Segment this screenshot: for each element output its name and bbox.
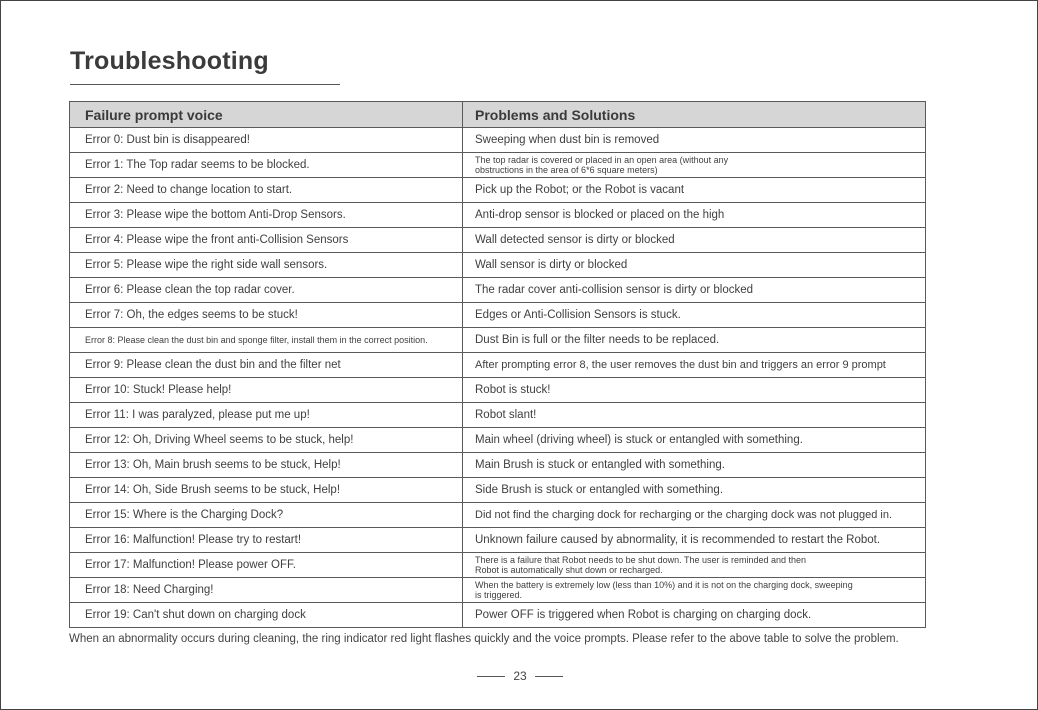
- voice-cell: Error 16: Malfunction! Please try to restart!: [70, 528, 463, 553]
- solution-cell: Unknown failure caused by abnormality, it is recommended to restart the Robot.: [463, 528, 926, 553]
- solution-cell: Dust Bin is full or the filter needs to be replaced.: [463, 328, 926, 353]
- solution-cell: Main wheel (driving wheel) is stuck or entangled with something.: [463, 428, 926, 453]
- voice-cell: Error 17: Malfunction! Please power OFF.: [70, 553, 463, 578]
- table-row: [70, 478, 926, 503]
- page-title: Troubleshooting: [70, 47, 269, 75]
- header-problems-and-solutions: Problems and Solutions: [463, 102, 926, 128]
- solution-cell: Wall sensor is dirty or blocked: [463, 253, 926, 278]
- solution-cell: The radar cover anti-collision sensor is dirty or blocked: [463, 278, 926, 303]
- solution-cell: Edges or Anti-Collision Sensors is stuck.: [463, 303, 926, 328]
- table-row: [70, 503, 926, 528]
- solution-cell: The top radar is covered or placed in an open area (without any obstructions in the area of 6*6 square meters): [463, 153, 926, 178]
- voice-cell: Error 4: Please wipe the front anti-Collision Sensors: [70, 228, 463, 253]
- page-number: 23: [513, 669, 527, 683]
- voice-cell: Error 9: Please clean the dust bin and the filter net: [70, 353, 463, 378]
- table-row: [70, 203, 926, 228]
- table-row: [70, 603, 926, 628]
- voice-cell: Error 18: Need Charging!: [70, 578, 463, 603]
- table-row: [70, 303, 926, 328]
- voice-cell: Error 7: Oh, the edges seems to be stuck!: [70, 303, 463, 328]
- table-row: [70, 378, 926, 403]
- solution-cell: Wall detected sensor is dirty or blocked: [463, 228, 926, 253]
- solution-cell: When the battery is extremely low (less than 10%) and it is not on the charging dock, sweeping is triggered.: [463, 578, 926, 603]
- table-row: [70, 453, 926, 478]
- table-row: [70, 403, 926, 428]
- voice-cell: Error 15: Where is the Charging Dock?: [70, 503, 463, 528]
- table-row: [70, 428, 926, 453]
- table-row: [70, 328, 926, 353]
- table-header-row: [70, 102, 926, 128]
- solution-cell: Anti-drop sensor is blocked or placed on the high: [463, 203, 926, 228]
- table-row: [70, 553, 926, 578]
- voice-cell: Error 14: Oh, Side Brush seems to be stuck, Help!: [70, 478, 463, 503]
- voice-cell: Error 11: I was paralyzed, please put me up!: [70, 403, 463, 428]
- voice-cell: Error 1: The Top radar seems to be blocked.: [70, 153, 463, 178]
- solution-cell: After prompting error 8, the user removes the dust bin and triggers an error 9 prompt: [463, 353, 926, 378]
- title-underline: [70, 84, 340, 85]
- solution-cell: Did not find the charging dock for recharging or the charging dock was not plugged in.: [463, 503, 926, 528]
- voice-cell: Error 19: Can't shut down on charging dock: [70, 603, 463, 628]
- voice-cell: Error 6: Please clean the top radar cover.: [70, 278, 463, 303]
- voice-cell: Error 0: Dust bin is disappeared!: [70, 128, 463, 153]
- voice-cell: Error 8: Please clean the dust bin and sponge filter, install them in the correct position.: [70, 328, 463, 353]
- solution-cell: Power OFF is triggered when Robot is charging on charging dock.: [463, 603, 926, 628]
- table-row: [70, 228, 926, 253]
- solution-cell: Sweeping when dust bin is removed: [463, 128, 926, 153]
- voice-cell: Error 5: Please wipe the right side wall sensors.: [70, 253, 463, 278]
- table-row: [70, 253, 926, 278]
- page-number-rule-right: [535, 676, 563, 677]
- table-row: [70, 578, 926, 603]
- solution-cell: Side Brush is stuck or entangled with something.: [463, 478, 926, 503]
- table-row: [70, 353, 926, 378]
- solution-cell: Robot slant!: [463, 403, 926, 428]
- table-row: [70, 153, 926, 178]
- table-row: [70, 278, 926, 303]
- voice-cell: Error 12: Oh, Driving Wheel seems to be stuck, help!: [70, 428, 463, 453]
- footnote: When an abnormality occurs during cleaning, the ring indicator red light flashes quickly and the voice prompts. Please refer to the above table to solve the problem.: [69, 633, 899, 645]
- solution-cell: Pick up the Robot; or the Robot is vacant: [463, 178, 926, 203]
- table-row: [70, 178, 926, 203]
- voice-cell: Error 10: Stuck! Please help!: [70, 378, 463, 403]
- header-failure-prompt-voice: Failure prompt voice: [70, 102, 463, 128]
- solution-cell: Robot is stuck!: [463, 378, 926, 403]
- troubleshooting-table: [69, 101, 926, 628]
- table-row: [70, 528, 926, 553]
- voice-cell: Error 13: Oh, Main brush seems to be stuck, Help!: [70, 453, 463, 478]
- voice-cell: Error 3: Please wipe the bottom Anti-Drop Sensors.: [70, 203, 463, 228]
- solution-cell: Main Brush is stuck or entangled with something.: [463, 453, 926, 478]
- voice-cell: Error 2: Need to change location to start.: [70, 178, 463, 203]
- table-row: [70, 128, 926, 153]
- solution-cell: There is a failure that Robot needs to be shut down. The user is reminded and then Robot is automatically shut down or recharged.: [463, 553, 926, 578]
